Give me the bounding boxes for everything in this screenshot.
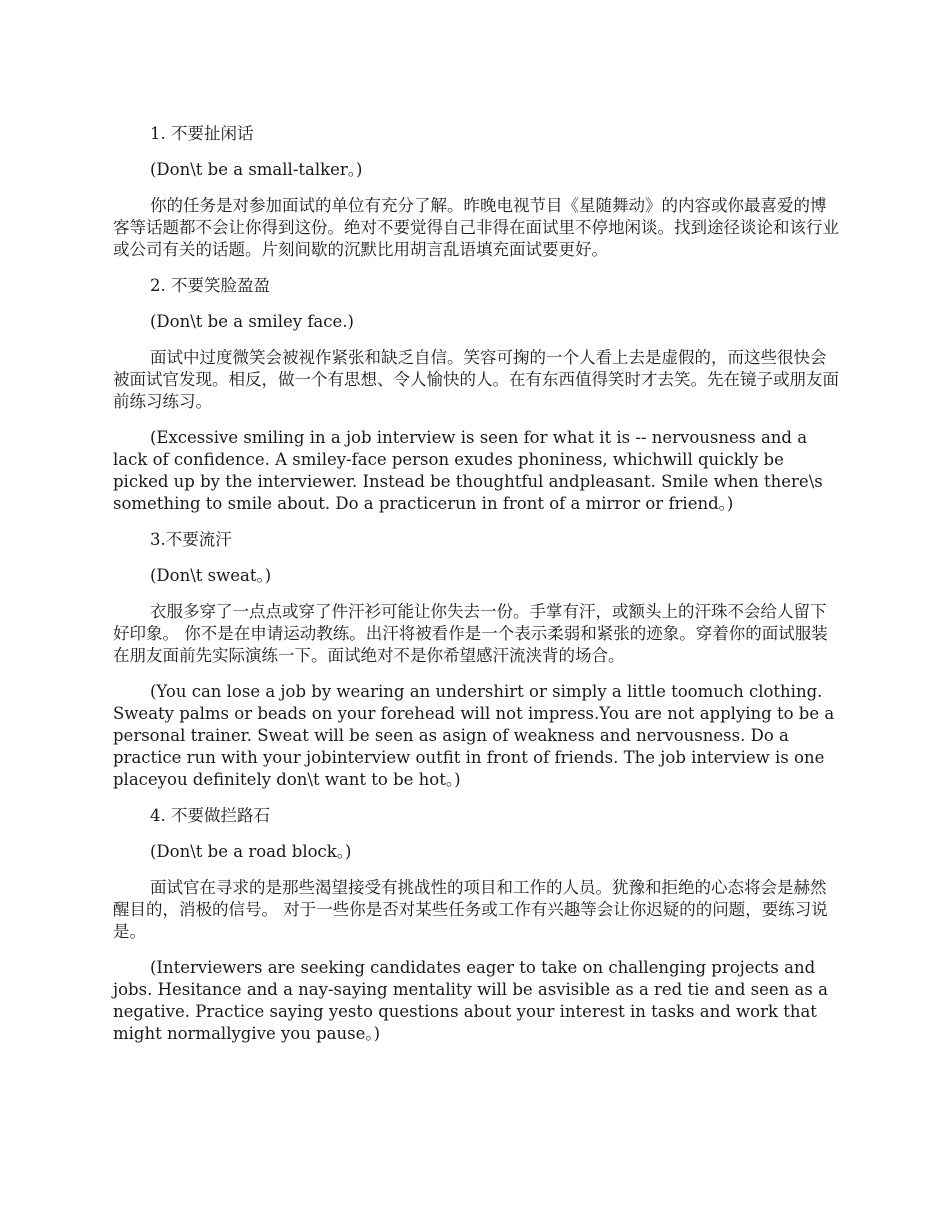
section-4-english-text: (Interviewers are seeking candidates eager to take on challenging projects and jobs. Hesitance and a nay-saying mentality will be asvisible as a red tie and seen as a negative. Practice saying yesto questions about your interest in tasks and work that might normallygive you pause。) xyxy=(113,958,828,1043)
section-3-english-text: (You can lose a job by wearing an undershirt or simply a little toomuch clothing. Sweaty palms or beads on your forehead will not impress.You are not applying to be a personal trainer. Sweat will be seen as asign of weakness and nervousness. Do a practice run with your jobinterview outfit in front of friends. The job interview is one placeyou definitely don\t want to be hot。) xyxy=(113,682,835,789)
section-1-chinese-text: 你的任务是对参加面试的单位有充分了解。昨晚电视节目《星随舞动》的内容或你最喜爱的博客等话题都不会让你得到这份。绝对不要觉得自己非得在面试里不停地闲谈。找到途径谈论和该行业或公司有关的话题。片刻间歇的沉默比用胡言乱语填充面试要更好。 xyxy=(113,196,839,259)
section-3-heading: 3.不要流汗 xyxy=(150,530,232,549)
document-page xyxy=(113,123,841,1059)
section-1-subheading: (Don\t be a small-talker。) xyxy=(150,160,363,179)
section-4-heading: 4. 不要做拦路石 xyxy=(150,806,270,825)
section-3-subheading: (Don\t sweat。) xyxy=(150,566,272,585)
section-4-chinese-text: 面试官在寻求的是那些渴望接受有挑战性的项目和工作的人员。犹豫和拒绝的心态将会是赫然醒目的，消极的信号。 对于一些你是否对某些任务或工作有兴趣等会让你迟疑的的问题，要练习说是。 xyxy=(113,878,828,941)
section-2-heading: 2. 不要笑脸盈盈 xyxy=(150,276,270,295)
section-2-subheading: (Don\t be a smiley face.) xyxy=(150,312,354,331)
section-2-chinese-text: 面试中过度微笑会被视作紧张和缺乏自信。笑容可掬的一个人看上去是虚假的，而这些很快会被面试官发现。相反，做一个有思想、令人愉快的人。在有东西值得笑时才去笑。先在镜子或朋友面前练习练习。 xyxy=(113,348,839,411)
section-2-english-text: (Excessive smiling in a job interview is seen for what it is -- nervousness and a lack of confidence. A smiley-face person exudes phoniness, whichwill quickly be picked up by the interviewer. Instead be thoughtful andpleasant. Smile when there\s something to smile about. Do a practicerun in front of a mirror or friend。) xyxy=(113,428,823,513)
section-4-subheading: (Don\t be a road block。) xyxy=(150,842,352,861)
section-1-heading: 1. 不要扯闲话 xyxy=(150,124,254,143)
section-3-chinese-text: 衣服多穿了一点点或穿了件汗衫可能让你失去一份。手掌有汗，或额头上的汗珠不会给人留下好印象。 你不是在申请运动教练。出汗将被看作是一个表示柔弱和紧张的迹象。穿着你的面试服装在朋友面前先实际演练一下。面试绝对不是你希望感汗流浃背的场合。 xyxy=(113,602,828,665)
